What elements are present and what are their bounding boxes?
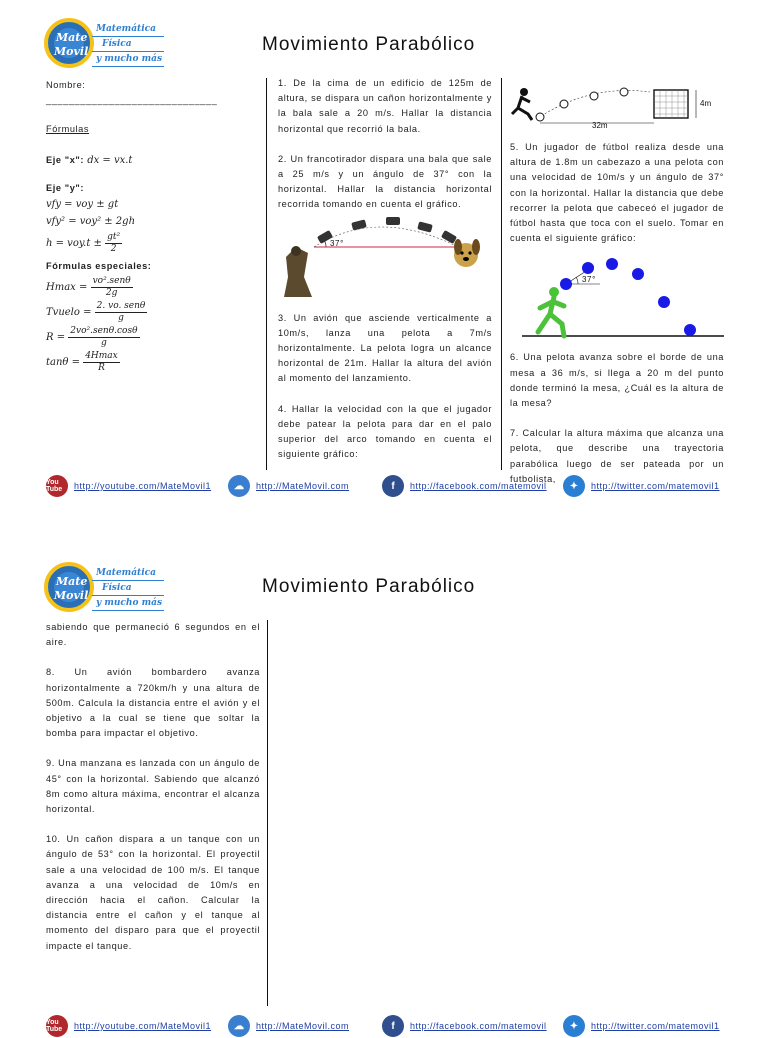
- problems-column-page-2: [46, 620, 260, 969]
- goal-figure: [510, 84, 724, 128]
- problem-5: 5. Un jugador de fútbol realiza desde una altura de 1.8m un cabezazo a una pelota con una velocidad de 10m/s y un ángulo de 37° con la horizontal. Hallar la distancia que debe recorrer la pelota que cabeceó el jugador de fútbol hasta que toca con el suelo. Tomar en cuenta el siguiente gráfico:: [510, 142, 724, 244]
- facebook-icon: f: [382, 475, 404, 497]
- column-divider-1: [266, 78, 267, 470]
- header-trajectory-illustration: [510, 252, 724, 346]
- problem-4: 4. Hallar la velocidad con la que el jugador debe patear la pelota para dar en el palo superior del arco tomando en cuenta el siguiente gráfico:: [278, 403, 492, 460]
- distance-label: 32m: [592, 121, 608, 130]
- formulas-column: [46, 78, 252, 376]
- r-formula: R = $\frac{\text{2vo².senθ.cosθ}}{g}$: [46, 326, 138, 349]
- youtube-link[interactable]: http://youtube.com/MateMovil1: [74, 481, 212, 491]
- formulas-heading: Fórmulas: [46, 124, 90, 135]
- player-icon: [538, 287, 564, 336]
- ball-trajectory: [560, 258, 696, 336]
- footer-youtube: [46, 474, 211, 498]
- page-1: [0, 0, 768, 512]
- column-divider-2: [501, 78, 502, 470]
- problem-7: 7. Calcular la altura máxima que alcanza una pelota, que describe una trayectoria parabólica luego de ser pateada por un futbolista,: [510, 428, 724, 484]
- matemovil-logo: [44, 18, 162, 70]
- nombre-field[interactable]: Nombre: ______________________________: [46, 80, 218, 106]
- header-figure: [510, 252, 724, 346]
- youtube-icon: You Tube: [46, 475, 68, 497]
- eje-y-formula-3: h = voy.t ± $\frac{\text{gt²}}{2}$: [46, 231, 121, 254]
- cloud-icon: ☁: [228, 1015, 250, 1037]
- facebook-icon: f: [382, 1015, 404, 1037]
- logo-tagline: Matemática Física y mucho más: [92, 566, 164, 611]
- logo-circle: Mate Movil: [44, 562, 94, 612]
- sniper-icon: [284, 246, 312, 297]
- website-link[interactable]: http://MateMovil.com: [256, 481, 350, 491]
- ball-icon: [536, 113, 544, 121]
- problem-9: 9. Una manzana es lanzada con un ángulo de 45° con la horizontal. Sabiendo que alcanzó 8m como altura máxima, encontrar el alcanza horizontal.: [46, 758, 260, 815]
- angle-label: 37°: [330, 238, 344, 248]
- problem-2: 2. Un francotirador dispara una bala que sale a 25 m/s y un ángulo de 37° con la horizontal. Hallar la distancia horizontal recorrida tomando en cuenta el gráfico.: [278, 153, 492, 210]
- logo-tagline: Matemática Física y mucho más: [92, 22, 164, 67]
- eje-y-label: Eje "y":: [46, 182, 85, 193]
- footer-facebook: [382, 474, 547, 498]
- height-label: 4m: [700, 99, 712, 108]
- problem-6: 6. Una pelota avanza sobre el borde de una mesa a 36 m/s, si llega a 20 m del punto donde terminó la mesa, ¿Cuál es la altura de la mesa?: [510, 352, 724, 409]
- eje-y-formula-2: vfy² = voy² ± 2gh: [46, 215, 136, 227]
- goal-net-icon: [654, 90, 688, 118]
- youtube-link[interactable]: http://youtube.com/MateMovil1: [74, 1021, 212, 1031]
- twitter-icon: ✦: [563, 1015, 585, 1037]
- tvuelo-formula: Tvuelo = $\frac{\text{2. vo. senθ}}{g}$: [46, 301, 146, 324]
- column-divider-page-2: [267, 620, 268, 1006]
- hmax-formula: Hmax = $\frac{\text{vo².senθ}}{2g}$: [46, 276, 131, 299]
- facebook-link[interactable]: http://facebook.com/matemovil: [410, 481, 547, 491]
- especiales-heading: Fórmulas especiales:: [46, 260, 152, 271]
- twitter-link[interactable]: http://twitter.com/matemovil1: [591, 481, 720, 491]
- matemovil-logo-page-2: [44, 562, 162, 614]
- footer-twitter: [563, 474, 720, 498]
- page-title-2: Movimiento Parabólico: [262, 576, 476, 597]
- page-title: Movimiento Parabólico: [262, 34, 476, 55]
- logo-text-movil: Movil: [54, 45, 89, 58]
- twitter-icon: ✦: [563, 475, 585, 497]
- sniper-trajectory-illustration: [278, 217, 492, 303]
- social-footer: [0, 474, 768, 498]
- dog-icon: [454, 239, 480, 267]
- eje-x-row: Eje "x": dx = vx.t: [46, 154, 133, 166]
- tan-formula: tanθ = $\frac{4Hmax}{R}$: [46, 351, 118, 374]
- website-link[interactable]: http://MateMovil.com: [256, 1021, 350, 1031]
- problems-column-3: [510, 140, 724, 502]
- facebook-link[interactable]: http://facebook.com/matemovil: [410, 1021, 547, 1031]
- problem-10: 10. Un cañon dispara a un tanque con un ángulo de 53° con la horizontal. El proyectil sale a una velocidad de 100 m/s. El tanque avanza a una velocidad de 10m/s en dirección hacia el cañon. Calcular la distancia entre el cañon y el tanque al momento del disparo para que el proyectil impacte el tanque.: [46, 834, 260, 951]
- twitter-link[interactable]: http://twitter.com/matemovil1: [591, 1021, 720, 1031]
- angle-label: 37°: [582, 275, 596, 285]
- sniper-figure: [278, 217, 492, 303]
- social-footer-page-2: [0, 1014, 768, 1038]
- problem-7-continued: sabiendo que permaneció 6 segundos en el aire.: [46, 622, 260, 648]
- problem-8: 8. Un avión bombardero avanza horizontalmente a 720km/h y una altura de 500m. Calcula la distancia entre el avión y el objetivo a la cual se tiene que soltar la bomba para impactar el objetivo.: [46, 667, 260, 739]
- eje-x-formula: dx = vx.t: [87, 154, 133, 166]
- goal-kick-illustration: [510, 84, 724, 128]
- problems-column-2: [278, 76, 492, 477]
- cloud-icon: ☁: [228, 475, 250, 497]
- youtube-icon: You Tube: [46, 1015, 68, 1037]
- logo-text-mate: Mate: [56, 31, 88, 44]
- kicker-icon: [512, 88, 532, 120]
- footer-web: [228, 474, 349, 498]
- eje-y-formula-1: vfy = voy ± gt: [46, 198, 119, 210]
- problem-3: 3. Un avión que asciende verticalmente a 10m/s, lanza una pelota a 7m/s horizontalmente. La pelota logra un alcance horizontal de 21m. Hallar la altura del avión al momento del lanzamiento.: [278, 312, 492, 384]
- problem-1: 1. De la cima de un edificio de 125m de altura, se dispara un cañon horizontalmente y la bala sale a 20 m/s. Hallar la distancia horizontal que recorrió la bala.: [278, 78, 492, 134]
- logo-circle: [44, 18, 94, 68]
